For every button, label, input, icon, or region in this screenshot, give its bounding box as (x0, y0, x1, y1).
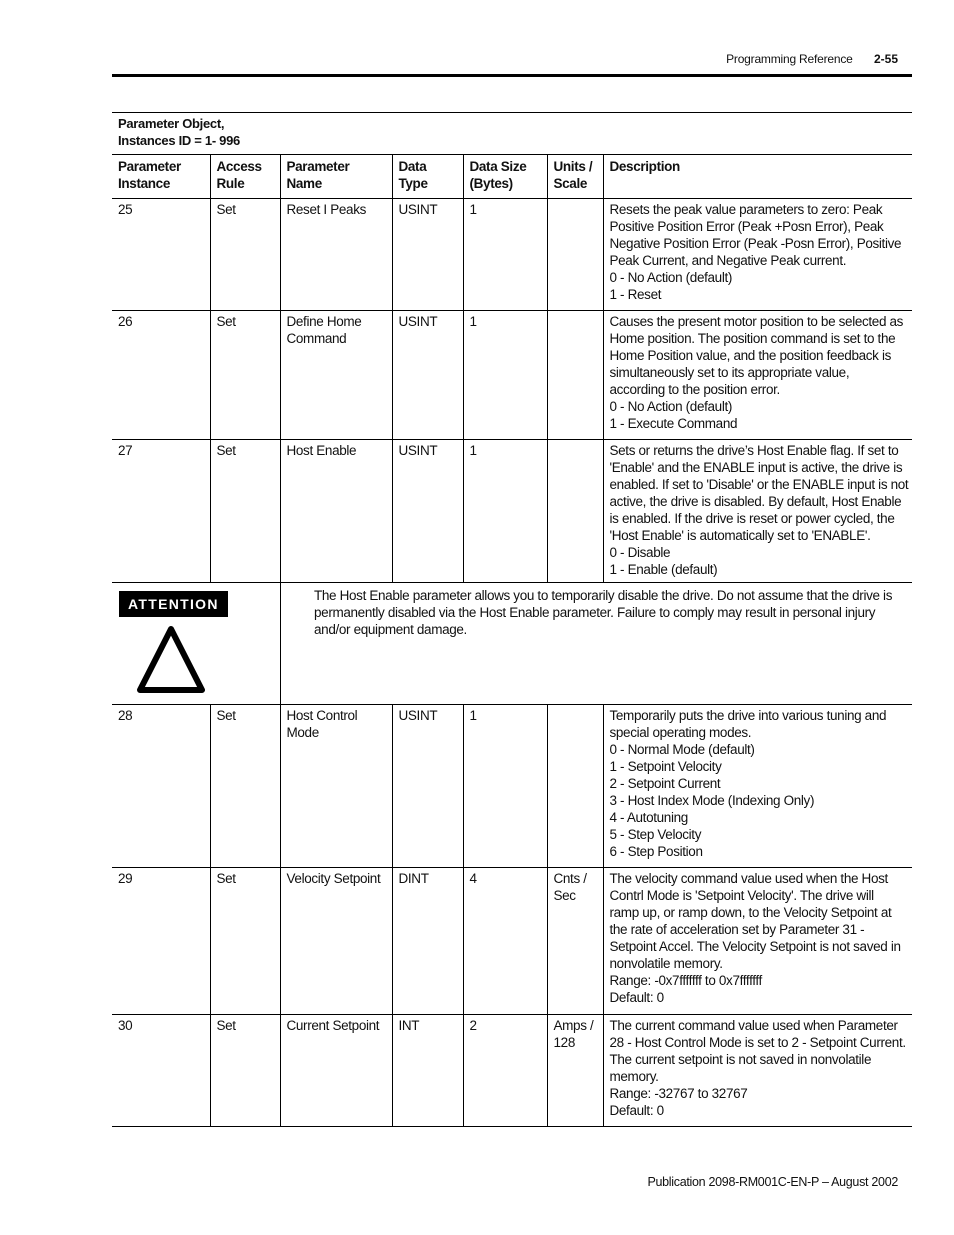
col-parameter-name-header-line: Parameter (286, 159, 350, 174)
description-line: Default: 0 (609, 990, 664, 1005)
col-parameter-instance-header (112, 155, 210, 199)
data-type-cell: USINT (392, 705, 463, 868)
parameter-name-cell: Host Enable (280, 440, 392, 583)
description-line: 3 - Host Index Mode (Indexing Only) (609, 793, 815, 808)
description-line: Peak Current, and Negative Peak current. (609, 253, 847, 268)
data-size-cell: 1 (463, 311, 547, 440)
data-size-cell: 1 (463, 705, 547, 868)
description-line: ramp up, or ramp down, to the Velocity Setpoint at (609, 905, 892, 920)
parameter-row (112, 311, 912, 440)
col-parameter-instance-header-line: Parameter (118, 159, 181, 174)
parameter-row (112, 705, 912, 868)
parameter-instance-cell: 29 (112, 868, 210, 1015)
attention-text-line: and/or equipment damage. (314, 622, 467, 637)
parameter-instance-cell: 25 (112, 199, 210, 311)
object-heading (112, 112, 912, 155)
units-scale-cell (547, 705, 603, 868)
description-line: Default: 0 (609, 1103, 664, 1118)
parameter-name-cell: Reset I Peaks (280, 199, 392, 311)
description-line: Home position. The position command is set to the (609, 331, 896, 346)
description-line: Range: -0x7fffffff to 0x7fffffff (609, 973, 762, 988)
col-parameter-name-header (280, 155, 392, 199)
units-scale-cell: Amps / 128 (547, 1015, 603, 1127)
access-rule-cell: Set (210, 440, 280, 583)
description-line: Contrl Mode is 'Setpoint Velocity'. The drive will (609, 888, 874, 903)
attention-cell (112, 583, 912, 705)
description-line: active, the drive is disabled. By default, Host Enable (609, 494, 902, 509)
units-scale-cell (547, 311, 603, 440)
parameter-table (112, 155, 912, 1127)
description-line: the rate of acceleration set by Parameter 31 - (609, 922, 865, 937)
description-line: Negative Position Error (Peak -Posn Error), Positive (609, 236, 902, 251)
description-cell (603, 440, 912, 583)
description-line: 0 - No Action (default) (609, 270, 733, 285)
data-type-cell: USINT (392, 311, 463, 440)
data-type-cell: INT (392, 1015, 463, 1127)
parameter-instance-cell: 26 (112, 311, 210, 440)
col-description-header-line: Description (609, 159, 680, 174)
running-head (726, 52, 898, 66)
parameter-row (112, 1015, 912, 1127)
description-line: 'Enable' and the ENABLE input is active, the drive is (609, 460, 903, 475)
description-cell (603, 199, 912, 311)
access-rule-cell: Set (210, 1015, 280, 1127)
page-number: 2-55 (873, 52, 898, 66)
description-line: Temporarily puts the drive into various tuning and (609, 708, 887, 723)
col-data-size-header (463, 155, 547, 199)
data-type-cell: USINT (392, 199, 463, 311)
attention-text (314, 587, 904, 638)
description-line: according to the position error. (609, 382, 780, 397)
description-line: special operating modes. (609, 725, 752, 740)
attention-text-line: permanently disabled via the Host Enable parameter. Failure to comply may result in personal injury (314, 605, 876, 620)
description-line: 5 - Step Velocity (609, 827, 702, 842)
col-description-header (603, 155, 912, 199)
attention-divider (280, 583, 281, 704)
description-line: is enabled. If the drive is reset or power cycled, the (609, 511, 895, 526)
col-data-size-header-line: Data Size (469, 159, 527, 174)
parameter-instance-cell: 28 (112, 705, 210, 868)
parameter-name-cell: Velocity Setpoint (280, 868, 392, 1015)
col-data-type-header (392, 155, 463, 199)
data-type-cell: USINT (392, 440, 463, 583)
parameter-name-cell: Current Setpoint (280, 1015, 392, 1127)
description-line: nonvolatile memory. (609, 956, 723, 971)
description-line: 1 - Enable (default) (609, 562, 718, 577)
description-line: Positive Position Error (Peak +Posn Error), Peak (609, 219, 884, 234)
description-cell (603, 1015, 912, 1127)
description-line: 4 - Autotuning (609, 810, 688, 825)
attention-box (112, 583, 912, 704)
access-rule-cell: Set (210, 868, 280, 1015)
parameter-row (112, 199, 912, 311)
description-line: 1 - Setpoint Velocity (609, 759, 722, 774)
parameter-instance-cell: 30 (112, 1015, 210, 1127)
description-line: enabled. If set to 'Disable' or the ENABLE input is not (609, 477, 909, 492)
col-access-rule-header-line: Rule (216, 176, 245, 191)
units-scale-cell (547, 440, 603, 583)
parameter-row (112, 440, 912, 583)
attention-row (112, 583, 912, 705)
units-scale-cell (547, 199, 603, 311)
description-line: The current setpoint is not saved in nonvolatile (609, 1052, 872, 1067)
description-line: 28 - Host Control Mode is set to 2 - Setpoint Current. (609, 1035, 906, 1050)
description-cell (603, 705, 912, 868)
col-access-rule-header (210, 155, 280, 199)
object-heading-line-2: Instances ID = 1- 996 (118, 133, 240, 148)
description-line: simultaneously set to its appropriate value, (609, 365, 850, 380)
description-line: Sets or returns the drive’s Host Enable flag. If set to (609, 443, 899, 458)
col-parameter-name-header-line: Name (286, 176, 322, 191)
section-title: Programming Reference (726, 52, 853, 66)
access-rule-cell: Set (210, 199, 280, 311)
description-line: Resets the peak value parameters to zero: Peak (609, 202, 883, 217)
parameter-instance-cell: 27 (112, 440, 210, 583)
attention-text-line: The Host Enable parameter allows you to temporarily disable the drive. Do not assume that the drive is (314, 588, 893, 603)
object-heading-line-1: Parameter Object, (118, 116, 225, 131)
description-line: 'Host Enable' is automatically set to 'ENABLE'. (609, 528, 871, 543)
col-parameter-instance-header-line: Instance (118, 176, 170, 191)
parameter-row (112, 868, 912, 1015)
description-line: Causes the present motor position to be selected as (609, 314, 904, 329)
col-data-type-header-line: Data (398, 159, 427, 174)
warning-triangle-icon (134, 623, 208, 697)
description-line: 0 - Disable (609, 545, 671, 560)
col-units-scale-header-line: Units / (553, 159, 593, 174)
description-cell (603, 868, 912, 1015)
col-access-rule-header-line: Access (216, 159, 262, 174)
data-size-cell: 1 (463, 440, 547, 583)
description-line: Range: -32767 to 32767 (609, 1086, 748, 1101)
data-size-cell: 1 (463, 199, 547, 311)
col-units-scale-header-line: Scale (553, 176, 588, 191)
attention-badge: ATTENTION (119, 591, 228, 617)
table-header-row (112, 155, 912, 199)
parameter-name-cell: Host Control Mode (280, 705, 392, 868)
description-line: Setpoint Accel. The Velocity Setpoint is not saved in (609, 939, 901, 954)
data-type-cell: DINT (392, 868, 463, 1015)
access-rule-cell: Set (210, 705, 280, 868)
header-rule (112, 74, 912, 77)
access-rule-cell: Set (210, 311, 280, 440)
footer-publication: Publication 2098-RM001C-EN-P – August 2002 (647, 1175, 898, 1189)
description-line: Home Position value, and the position feedback is (609, 348, 892, 363)
description-line: 6 - Step Position (609, 844, 703, 859)
data-size-cell: 2 (463, 1015, 547, 1127)
description-line: 2 - Setpoint Current (609, 776, 721, 791)
col-data-size-header-line: (Bytes) (469, 176, 513, 191)
description-line: 0 - Normal Mode (default) (609, 742, 755, 757)
parameter-name-cell: Define Home Command (280, 311, 392, 440)
description-line: 1 - Reset (609, 287, 662, 302)
description-cell (603, 311, 912, 440)
col-units-scale-header (547, 155, 603, 199)
description-line: 0 - No Action (default) (609, 399, 733, 414)
description-line: 1 - Execute Command (609, 416, 738, 431)
col-data-type-header-line: Type (398, 176, 428, 191)
description-line: The velocity command value used when the Host (609, 871, 888, 886)
units-scale-cell: Cnts / Sec (547, 868, 603, 1015)
description-line: The current command value used when Parameter (609, 1018, 898, 1033)
data-size-cell: 4 (463, 868, 547, 1015)
description-line: memory. (609, 1069, 659, 1084)
